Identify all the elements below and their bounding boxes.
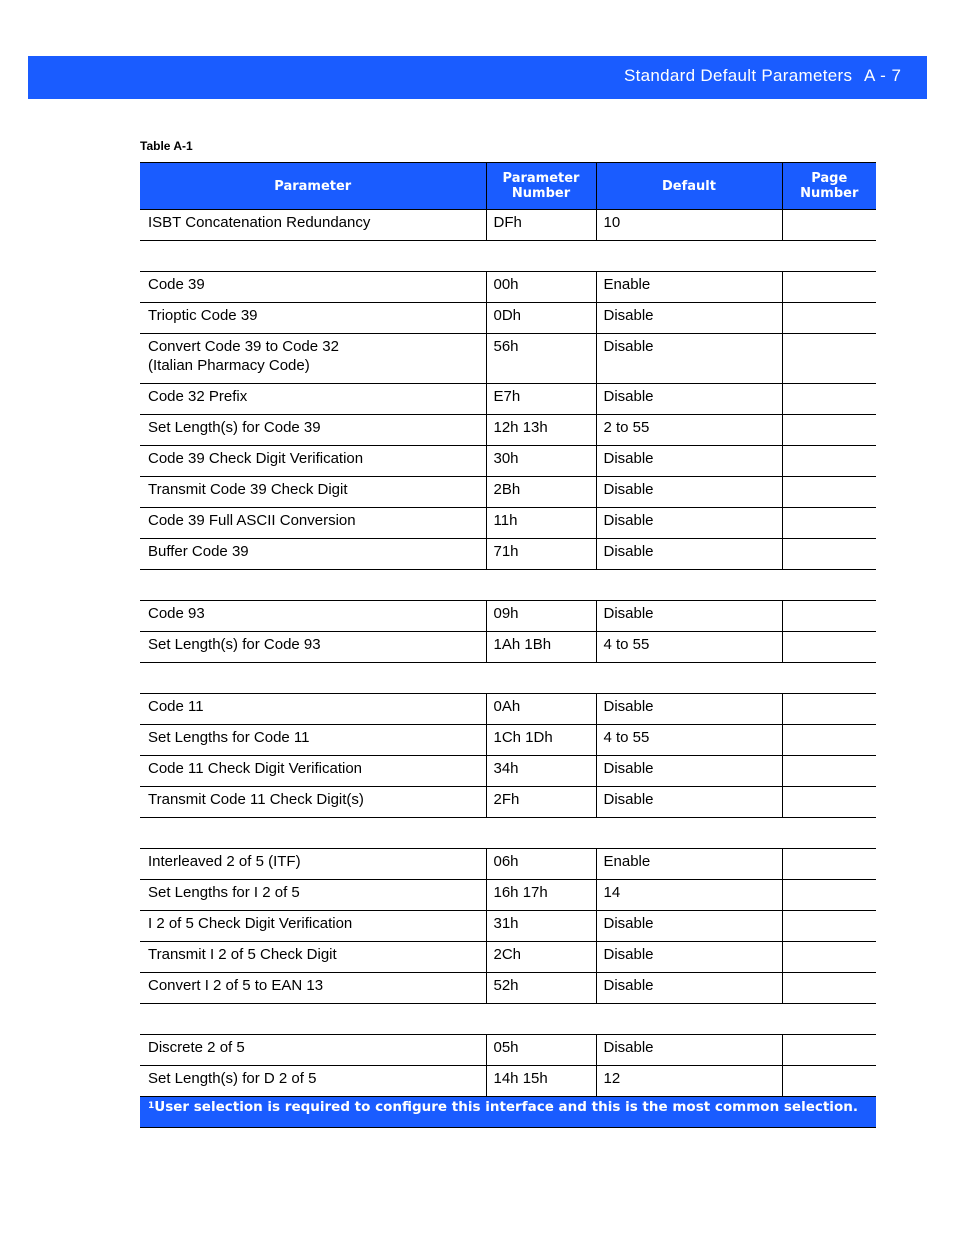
table-row xyxy=(140,725,876,756)
page-number-cell xyxy=(782,446,876,477)
table-row xyxy=(140,880,876,911)
parameter-number-cell: 0Ah xyxy=(486,694,596,725)
default-value-cell: Disable xyxy=(596,446,782,477)
parameter-name: Discrete 2 of 5 xyxy=(148,1039,245,1056)
table-row xyxy=(140,911,876,942)
footnote-row xyxy=(140,1097,876,1128)
parameter-name: Code 39 Check Digit Verification xyxy=(148,450,364,467)
table-row xyxy=(140,477,876,508)
parameter-number-cell: 1Ah 1Bh xyxy=(486,632,596,663)
parameter-cell xyxy=(140,787,486,818)
page-number-cell xyxy=(782,415,876,446)
parameter-number-cell: 56h xyxy=(486,334,596,384)
parameter-number-cell: E7h xyxy=(486,384,596,415)
parameter-cell xyxy=(140,477,486,508)
default-value-cell: Disable xyxy=(596,973,782,1004)
page-number-cell xyxy=(782,601,876,632)
default-value-cell: Disable xyxy=(596,384,782,415)
page-number-cell xyxy=(782,210,876,241)
page-number-cell xyxy=(782,973,876,1004)
parameter-number-cell: 00h xyxy=(486,272,596,303)
default-value-cell: Disable xyxy=(596,539,782,570)
parameter-name: Code 11 Check Digit Verification xyxy=(148,760,362,777)
page-number-cell xyxy=(782,942,876,973)
column-header-default: Default xyxy=(596,163,782,210)
page-number-cell xyxy=(782,756,876,787)
table-row xyxy=(140,446,876,477)
parameter-name: Transmit I 2 of 5 Check Digit xyxy=(148,946,337,963)
parameter-number-cell: 06h xyxy=(486,849,596,880)
table-row xyxy=(140,415,876,446)
table-row xyxy=(140,539,876,570)
parameter-name: Interleaved 2 of 5 (ITF) xyxy=(148,853,301,870)
parameter-name: Code 32 Prefix xyxy=(148,388,248,405)
parameter-cell xyxy=(140,973,486,1004)
column-header-page: Page Number xyxy=(782,163,876,210)
parameter-cell xyxy=(140,415,486,446)
table-row xyxy=(140,1066,876,1097)
parameter-cell xyxy=(140,601,486,632)
section-title: Standard Default Parameters xyxy=(624,66,853,85)
parameter-cell xyxy=(140,1035,486,1066)
parameter-name: Code 93 xyxy=(148,605,205,622)
default-value-cell: Disable xyxy=(596,477,782,508)
parameter-number-cell: 16h 17h xyxy=(486,880,596,911)
page-number-cell xyxy=(782,725,876,756)
page-number-cell xyxy=(782,539,876,570)
parameter-number-cell: 11h xyxy=(486,508,596,539)
parameter-number-cell: 12h 13h xyxy=(486,415,596,446)
page-number-cell xyxy=(782,880,876,911)
default-value-cell: 2 to 55 xyxy=(596,415,782,446)
table-row xyxy=(140,601,876,632)
parameter-name: Code 11 xyxy=(148,698,204,715)
section-spacer xyxy=(140,1004,876,1035)
default-value-cell: Disable xyxy=(596,334,782,384)
default-value-cell: 12 xyxy=(596,1066,782,1097)
parameter-name: I 2 of 5 Check Digit Verification xyxy=(148,915,353,932)
default-value-cell: 10 xyxy=(596,210,782,241)
default-value-cell: Disable xyxy=(596,787,782,818)
parameter-cell xyxy=(140,384,486,415)
parameter-cell xyxy=(140,1066,486,1097)
footnote-marker: 1 xyxy=(148,1101,155,1111)
default-value-cell: Enable xyxy=(596,272,782,303)
parameter-name: Set Lengths for I 2 of 5 xyxy=(148,884,300,901)
table-row xyxy=(140,973,876,1004)
parameter-cell xyxy=(140,942,486,973)
parameter-cell xyxy=(140,334,486,384)
parameter-cell xyxy=(140,849,486,880)
default-value-cell: 4 to 55 xyxy=(596,632,782,663)
column-header-number: Parameter Number xyxy=(486,163,596,210)
page-number-cell xyxy=(782,508,876,539)
parameter-cell xyxy=(140,880,486,911)
parameter-cell xyxy=(140,210,486,241)
page-number-cell xyxy=(782,911,876,942)
table-row xyxy=(140,1035,876,1066)
page-number-cell xyxy=(782,632,876,663)
parameter-number-cell: 52h xyxy=(486,973,596,1004)
page-number-cell xyxy=(782,1066,876,1097)
parameter-number-cell: 2Fh xyxy=(486,787,596,818)
footnote-cell xyxy=(140,1097,876,1128)
default-value-cell: Disable xyxy=(596,303,782,334)
table-row xyxy=(140,303,876,334)
default-value-cell: Disable xyxy=(596,1035,782,1066)
parameter-number-cell: 14h 15h xyxy=(486,1066,596,1097)
default-value-cell: 4 to 55 xyxy=(596,725,782,756)
table-row xyxy=(140,756,876,787)
spacer-cell xyxy=(140,663,876,694)
spacer-cell xyxy=(140,241,876,272)
parameter-cell xyxy=(140,272,486,303)
table-row xyxy=(140,787,876,818)
parameter-cell xyxy=(140,911,486,942)
table-caption: Table A-1 xyxy=(140,139,193,153)
spacer-cell xyxy=(140,818,876,849)
section-spacer xyxy=(140,241,876,272)
parameter-name: Trioptic Code 39 xyxy=(148,307,258,324)
parameter-number-cell: 0Dh xyxy=(486,303,596,334)
parameter-cell xyxy=(140,725,486,756)
parameter-name: Convert Code 39 to Code 32 xyxy=(148,338,339,355)
parameter-cell xyxy=(140,756,486,787)
section-spacer xyxy=(140,570,876,601)
parameter-number-cell: 30h xyxy=(486,446,596,477)
parameter-name-line2: (Italian Pharmacy Code) xyxy=(148,357,310,374)
parameter-name: Transmit Code 39 Check Digit xyxy=(148,481,348,498)
table-row xyxy=(140,694,876,725)
page-number-cell xyxy=(782,787,876,818)
parameter-name: Set Length(s) for Code 39 xyxy=(148,419,321,436)
default-value-cell: Disable xyxy=(596,911,782,942)
parameter-cell xyxy=(140,303,486,334)
table-header-row xyxy=(140,163,876,210)
default-value-cell: Disable xyxy=(596,694,782,725)
parameter-name: Transmit Code 11 Check Digit(s) xyxy=(148,791,364,808)
page-number-cell xyxy=(782,477,876,508)
spacer-cell xyxy=(140,570,876,601)
parameter-number-cell: 1Ch 1Dh xyxy=(486,725,596,756)
page-number-cell xyxy=(782,303,876,334)
parameter-name: Code 39 xyxy=(148,276,205,293)
table-row xyxy=(140,334,876,384)
default-value-cell: Disable xyxy=(596,942,782,973)
page-number-cell xyxy=(782,384,876,415)
section-spacer xyxy=(140,663,876,694)
parameter-number-cell: 2Bh xyxy=(486,477,596,508)
table-row xyxy=(140,210,876,241)
table-row xyxy=(140,508,876,539)
page-number-cell xyxy=(782,272,876,303)
default-value-cell: 14 xyxy=(596,880,782,911)
parameter-number-cell: DFh xyxy=(486,210,596,241)
parameter-name: Set Length(s) for D 2 of 5 xyxy=(148,1070,317,1087)
parameter-number-cell: 2Ch xyxy=(486,942,596,973)
parameter-number-cell: 09h xyxy=(486,601,596,632)
parameter-cell xyxy=(140,508,486,539)
parameter-cell xyxy=(140,539,486,570)
section-spacer xyxy=(140,818,876,849)
default-value-cell: Disable xyxy=(596,601,782,632)
parameters-table xyxy=(140,162,876,1128)
table-row xyxy=(140,272,876,303)
table-row xyxy=(140,384,876,415)
default-value-cell: Disable xyxy=(596,756,782,787)
parameter-name: ISBT Concatenation Redundancy xyxy=(148,214,371,231)
parameter-cell xyxy=(140,632,486,663)
parameter-name: Buffer Code 39 xyxy=(148,543,249,560)
page-number-cell xyxy=(782,849,876,880)
parameter-number-cell: 05h xyxy=(486,1035,596,1066)
page-number-cell xyxy=(782,1035,876,1066)
page-number-cell xyxy=(782,694,876,725)
parameter-cell xyxy=(140,446,486,477)
table-body xyxy=(140,210,876,1097)
parameter-number-cell: 31h xyxy=(486,911,596,942)
parameter-name: Set Length(s) for Code 93 xyxy=(148,636,321,653)
page-number-cell xyxy=(782,334,876,384)
footnote-text: User selection is required to configure this interface and this is the most common selection. xyxy=(154,1099,858,1115)
parameter-cell xyxy=(140,694,486,725)
table-row xyxy=(140,942,876,973)
parameter-name: Code 39 Full ASCII Conversion xyxy=(148,512,356,529)
page-number: A - 7 xyxy=(864,66,902,85)
parameter-number-cell: 34h xyxy=(486,756,596,787)
parameter-name: Set Lengths for Code 11 xyxy=(148,729,310,746)
table-row xyxy=(140,632,876,663)
default-value-cell: Disable xyxy=(596,508,782,539)
spacer-cell xyxy=(140,1004,876,1035)
parameter-number-cell: 71h xyxy=(486,539,596,570)
parameter-name: Convert I 2 of 5 to EAN 13 xyxy=(148,977,324,994)
column-header-parameter: Parameter xyxy=(140,163,486,210)
table-row xyxy=(140,849,876,880)
default-value-cell: Enable xyxy=(596,849,782,880)
